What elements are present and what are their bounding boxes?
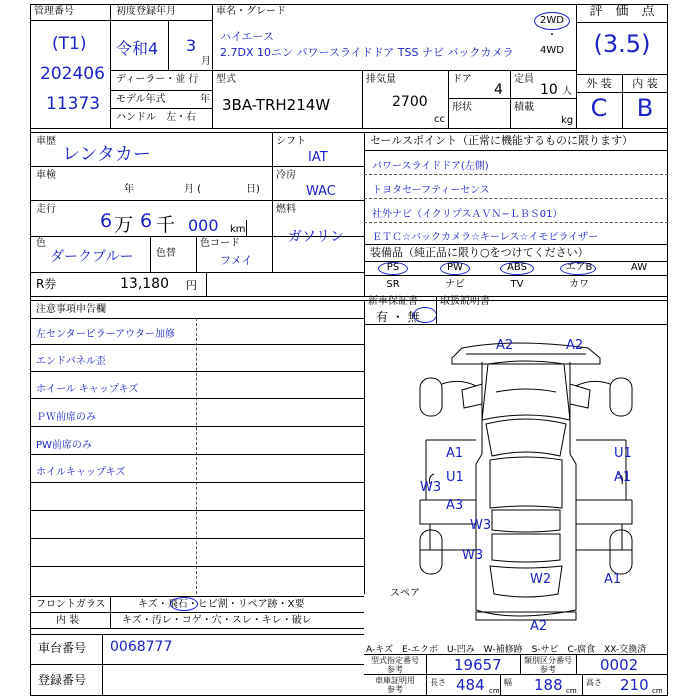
color-change-label: 色替 xyxy=(156,248,176,259)
height-unit: cm xyxy=(652,687,663,695)
equip-navi: ナビ xyxy=(445,279,465,290)
equip-airbag: エアB xyxy=(565,262,593,273)
model-year-label: モデル年式 xyxy=(116,94,166,105)
damage-mark: A1 xyxy=(614,470,632,485)
door-label: ドア xyxy=(452,74,472,85)
height-label: 高さ xyxy=(586,678,602,687)
note-item: 左センターピラーアウター加修 xyxy=(36,329,175,340)
shift-label: シフト xyxy=(276,136,306,147)
damage-mark: A3 xyxy=(446,498,464,513)
width-unit: cm xyxy=(566,687,577,695)
width-label: 幅 xyxy=(504,678,512,687)
yen-unit: 円 xyxy=(186,279,197,292)
damage-mark: U1 xyxy=(446,470,464,485)
first-reg-month: 3 xyxy=(186,36,197,55)
type-value: 3BA-TRH214W xyxy=(222,96,331,114)
mileage-a: 6 xyxy=(100,210,113,232)
month-unit: 月 xyxy=(201,56,211,67)
equip-leather: カワ xyxy=(569,279,589,290)
shaken-label: 車検 xyxy=(36,170,56,181)
interior-label: 内 装 xyxy=(56,615,80,626)
color-label: 色 xyxy=(36,238,46,249)
equip-pw: PW xyxy=(447,262,463,273)
first-reg-label: 初度登録年月 xyxy=(116,6,176,17)
carname: ハイエース xyxy=(220,30,275,43)
interior-text: キズ・汚レ・コゲ・穴・スレ・キレ・破レ xyxy=(122,615,312,626)
shaken-day: 日) xyxy=(246,184,260,195)
sales-point: ＥＴＣ☆バックカメラ☆キーレス☆イモビライザー xyxy=(372,232,599,243)
interior-grade: B xyxy=(636,94,654,122)
sales-point: トヨタセーフティーセンス xyxy=(372,185,490,196)
type-no-label: 型式指定番号 xyxy=(371,656,419,665)
mileage-sen: 千 xyxy=(156,214,176,236)
equipment-label: 装備品（純正品に限り○をつけてください） xyxy=(370,246,589,259)
drive-4wd: 4WD xyxy=(540,45,564,56)
shaken-month: 月 ( xyxy=(184,184,202,195)
length-unit: cm xyxy=(489,687,500,695)
class-no: 0002 xyxy=(600,656,639,674)
history: レンタカー xyxy=(62,144,151,165)
color: ダークブルー xyxy=(50,249,134,265)
spare-label: スペア xyxy=(390,588,420,599)
exterior-label: 外 装 xyxy=(586,77,612,90)
color-code: フメイ xyxy=(220,254,253,267)
damage-mark: W3 xyxy=(470,518,492,533)
load-label: 積載 xyxy=(514,102,534,113)
width: 188 xyxy=(534,676,563,694)
sales-point: 社外ナビ（イクリプスＡＶＮ−ＬＢＳ01） xyxy=(372,209,563,220)
exterior-grade: C xyxy=(590,94,608,122)
ac-label: 冷房 xyxy=(276,170,296,181)
score: (3.5) xyxy=(593,30,651,58)
warranty-label: 新車保証書 xyxy=(368,296,418,307)
first-reg-era: 令和4 xyxy=(116,39,159,58)
fuel: ガソリン xyxy=(288,229,344,245)
equip-ps: PS xyxy=(386,262,400,273)
damage-mark: A2 xyxy=(566,338,584,353)
sales-point: パワースライドドア(左側) xyxy=(372,161,489,172)
notes-label: 注意事項申告欄 xyxy=(36,304,106,315)
warranty-value: 有 ・ 無 xyxy=(376,310,420,324)
recycle-value: 13,180 xyxy=(120,276,169,292)
chassis-label: 車台番号 xyxy=(38,641,87,655)
capacity-label: 定員 xyxy=(514,74,534,85)
note-item: ＰＷ前席のみ xyxy=(36,412,96,423)
doors: 4 xyxy=(494,82,503,98)
note-item: ホイルキャップキズ xyxy=(36,467,126,478)
equip-sr: SR xyxy=(386,279,400,290)
handle-label: ハンドル 左・右 xyxy=(116,112,196,123)
length-label: 長さ xyxy=(430,678,446,687)
height: 210 xyxy=(620,676,649,694)
fuel-label: 燃料 xyxy=(276,204,296,215)
class-no-ref: 参考 xyxy=(540,665,556,674)
chassis-number: 0068777 xyxy=(110,639,173,655)
drive-dot: ・ xyxy=(547,30,557,41)
equip-tv: TV xyxy=(510,279,524,290)
class-no-label: 類別区分番号 xyxy=(524,656,572,665)
capacity: 10 xyxy=(540,82,558,98)
cert-ref: 参考 xyxy=(387,685,403,694)
color-code-label: 色コード xyxy=(200,238,240,249)
type-no-ref: 参考 xyxy=(387,665,403,674)
ac: WAC xyxy=(306,184,336,199)
recycle-label: R券 xyxy=(36,277,57,291)
note-item: ホイール キャップキズ xyxy=(36,384,139,395)
km-unit: km xyxy=(230,224,246,235)
score-label: 評 価 点 xyxy=(589,4,655,19)
damage-mark: A1 xyxy=(604,572,622,587)
manual-label: 取扱説明書 xyxy=(440,296,490,307)
mgmt-number-2: 11373 xyxy=(46,94,101,114)
history-label: 車歴 xyxy=(36,136,56,147)
kg-unit: kg xyxy=(561,115,574,126)
reg-label: 登録番号 xyxy=(38,673,87,687)
note-item: PW前席のみ xyxy=(36,440,92,451)
grade: 2.7DX 10ニン パワースライドドア TSS ナビ バックカメラ xyxy=(220,46,514,59)
damage-mark: A2 xyxy=(496,338,514,353)
glass-text: キズ・飛石・ヒビ割・リペア跡・X要 xyxy=(138,599,305,610)
shape-label: 形状 xyxy=(452,102,472,113)
damage-mark: A1 xyxy=(446,446,464,461)
mgmt-label: 管理番号 xyxy=(34,6,74,17)
damage-mark: U1 xyxy=(614,446,632,461)
mileage-c: 000 xyxy=(188,216,219,235)
year-unit: 年 xyxy=(200,94,210,105)
equip-abs: ABS xyxy=(507,262,527,273)
mileage-man: 万 xyxy=(114,214,134,236)
displacement-label: 排気量 xyxy=(366,74,396,85)
capacity-unit: 人 xyxy=(562,86,572,97)
interior-label: 内 装 xyxy=(632,77,658,90)
damage-mark: W3 xyxy=(420,480,442,495)
mgmt-number-1: 202406 xyxy=(40,64,105,84)
glass-label: フロントガラス xyxy=(36,599,106,610)
cert-label: 車庫証明用 xyxy=(375,676,415,685)
carname-label: 車名・グレード xyxy=(216,6,286,17)
length: 484 xyxy=(456,676,485,694)
type-label: 型式 xyxy=(216,74,236,85)
sales-label: セールスポイント（正常に機能するものに限ります） xyxy=(370,134,634,147)
shaken-year: 年 xyxy=(124,184,134,195)
damage-mark: A2 xyxy=(530,619,548,634)
drive-2wd: 2WD xyxy=(540,15,564,26)
dealer-label: ディーラー・並 行 xyxy=(116,74,199,85)
mgmt-code: (T1) xyxy=(52,34,87,54)
mileage-b: 6 xyxy=(140,210,153,232)
shift: IAT xyxy=(308,150,328,165)
mileage-label: 走行 xyxy=(36,204,56,215)
type-no: 19657 xyxy=(454,656,502,674)
damage-mark: W3 xyxy=(462,548,484,563)
equip-aw: AW xyxy=(630,262,648,273)
note-item: エンドパネル歪 xyxy=(36,356,106,367)
cc-unit: cc xyxy=(434,114,445,125)
displacement: 2700 xyxy=(392,94,428,110)
damage-mark: W2 xyxy=(530,572,552,587)
diagram-legend: A-キズ E-エクボ U-凹み W-補修跡 S-サビ C-腐食 XX-交換済 xyxy=(366,645,647,655)
